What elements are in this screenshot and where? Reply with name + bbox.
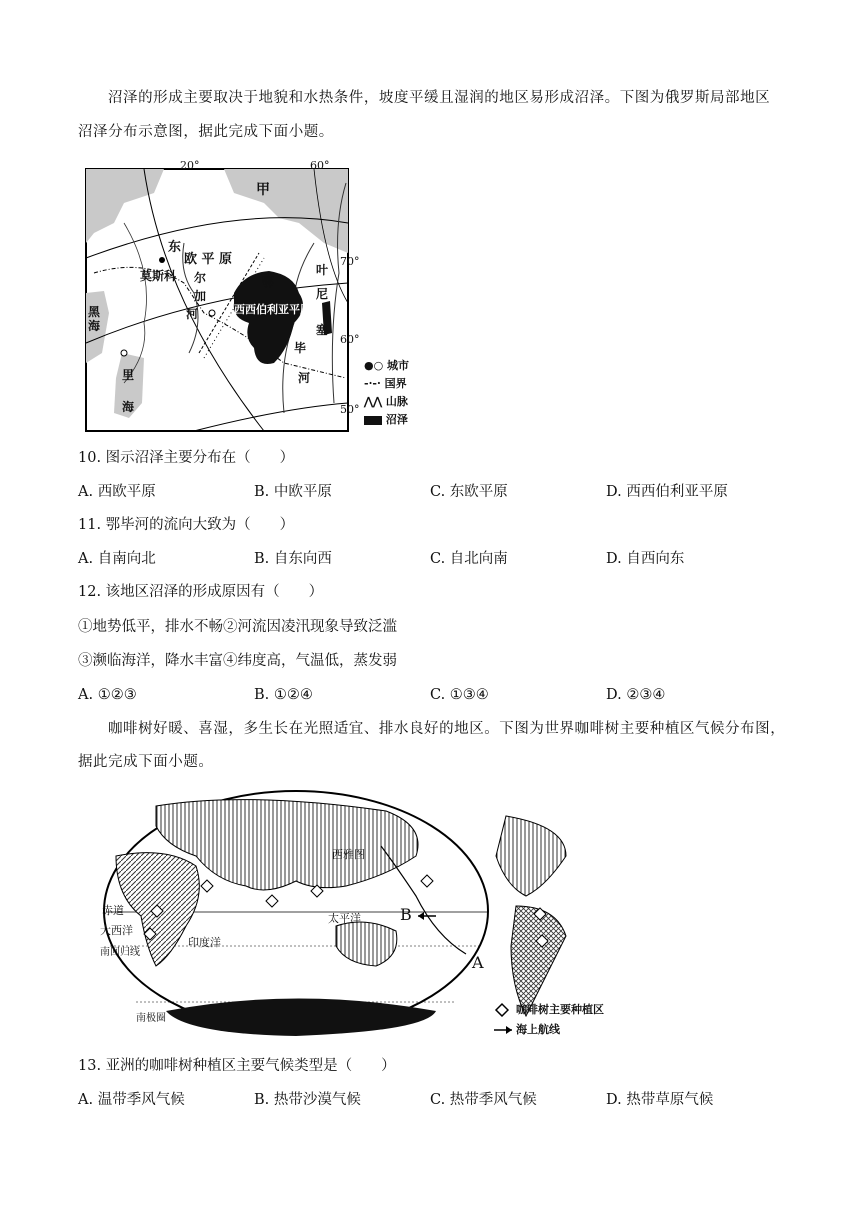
city-icon: ●○ <box>364 359 384 372</box>
legend-swamp: 沼泽 <box>364 413 408 427</box>
label-e: 鄂 <box>262 275 275 289</box>
q13-option-a: A. 温带季风气候 <box>78 1092 185 1108</box>
label-antarctic: 南极圈 <box>136 1013 166 1024</box>
q13-option-b: B. 热带沙漠气候 <box>254 1092 361 1108</box>
q11-option-a: A. 自南向北 <box>78 551 156 567</box>
q12-item-line2: ③濒临海洋，降水丰富④纬度高，气温低，蒸发弱 <box>78 653 397 669</box>
q10-option-b: B. 中欧平原 <box>254 484 332 500</box>
q12-stem: 12. 该地区沼泽的形成原因有（ ） <box>78 584 324 600</box>
legend-city: ●○ 城市 <box>364 359 410 372</box>
label-indian: 印度洋 <box>188 936 221 949</box>
label-equator: 赤道 <box>102 904 124 917</box>
label-seattle: 西雅图 <box>332 848 365 861</box>
intro1-line2: 沼泽分布示意图，据此完成下面小题。 <box>78 124 334 140</box>
label-east: 东 <box>168 240 182 255</box>
label-tropic-s: 南回归线 <box>100 947 140 958</box>
legend-coffee: 咖啡树主要种植区 <box>516 1003 604 1016</box>
legend-route: 海上航线 <box>516 1023 560 1036</box>
label-he2: 河 <box>298 371 311 385</box>
label-eu-plain: 欧 平 原 <box>184 252 233 267</box>
q12-option-b: B. ①②④ <box>254 687 313 703</box>
label-point-a: A <box>472 953 484 972</box>
label-river-jia: 加 <box>194 289 207 303</box>
label-lat50: 50° <box>340 403 360 416</box>
q13-option-c: C. 热带季风气候 <box>430 1092 537 1108</box>
legend-border: -·-· 国界 <box>364 377 407 390</box>
q13-option-d: D. 热带草原气候 <box>606 1092 714 1108</box>
label-jia: 甲 <box>256 182 270 198</box>
q12-item-line1: ①地势低平，排水不畅②河流因凌汛现象导致泛滥 <box>78 619 397 635</box>
intro1-line1: 沼泽的形成主要取决于地貌和水热条件，坡度平缓且湿润的地区易形成沼泽。下图为俄罗斯局部地区 <box>108 90 771 106</box>
label-ni: 尼 <box>316 287 329 301</box>
label-ye: 叶 <box>316 263 329 277</box>
label-lat70: 70° <box>340 255 360 268</box>
q10-option-d: D. 西西伯利亚平原 <box>606 484 728 500</box>
q10-stem: 10. 图示沼泽主要分布在（ ） <box>78 450 295 466</box>
swamp-icon <box>364 416 382 425</box>
label-sai: 塞 <box>316 323 329 337</box>
label-lat60: 60° <box>340 333 360 346</box>
label-bi: 毕 <box>294 341 307 355</box>
border-icon: -·-· <box>364 377 381 390</box>
q10-option-c: C. 东欧平原 <box>430 484 508 500</box>
q11-option-b: B. 自东向西 <box>254 551 332 567</box>
q12-option-d: D. ②③④ <box>606 687 666 703</box>
label-moscow: 莫斯科 <box>140 269 177 283</box>
q12-option-c: C. ①③④ <box>430 687 489 703</box>
q10-option-a: A. 西欧平原 <box>78 484 156 500</box>
label-pacific: 太平洋 <box>328 912 361 925</box>
q11-stem: 11. 鄂毕河的流向大致为（ ） <box>78 517 295 533</box>
label-lon60: 60° <box>310 159 330 172</box>
coffee-diamond-icon <box>496 1004 508 1016</box>
legend-mountain: ⋀⋀ 山脉 <box>364 395 408 408</box>
label-atlantic: 大西洋 <box>100 924 133 937</box>
label-river-e: 尔 <box>194 271 207 285</box>
world-coffee-map <box>96 786 630 1044</box>
label-river-he: 河 <box>186 307 199 321</box>
q11-option-c: C. 自北向南 <box>430 551 508 567</box>
label-black-sea: 黑海 <box>88 305 101 333</box>
label-caspian: 里海 <box>122 368 135 414</box>
label-w-sib: 西西伯利亚平原 <box>234 303 311 316</box>
q11-option-d: D. 自西向东 <box>606 551 685 567</box>
mountain-icon: ⋀⋀ <box>364 395 383 408</box>
label-point-b: B <box>400 905 412 924</box>
q12-option-a: A. ①②③ <box>78 687 137 703</box>
intro2-line1: 咖啡树好暖、喜湿，多生长在光照适宜、排水良好的地区。下图为世界咖啡树主要种植区气候分布图， <box>108 721 786 737</box>
russia-swamp-map <box>84 159 424 435</box>
label-lon20: 20° <box>180 159 200 172</box>
q13-stem: 13. 亚洲的咖啡树种植区主要气候类型是（ ） <box>78 1058 396 1074</box>
intro2-line2: 据此完成下面小题。 <box>78 754 214 770</box>
